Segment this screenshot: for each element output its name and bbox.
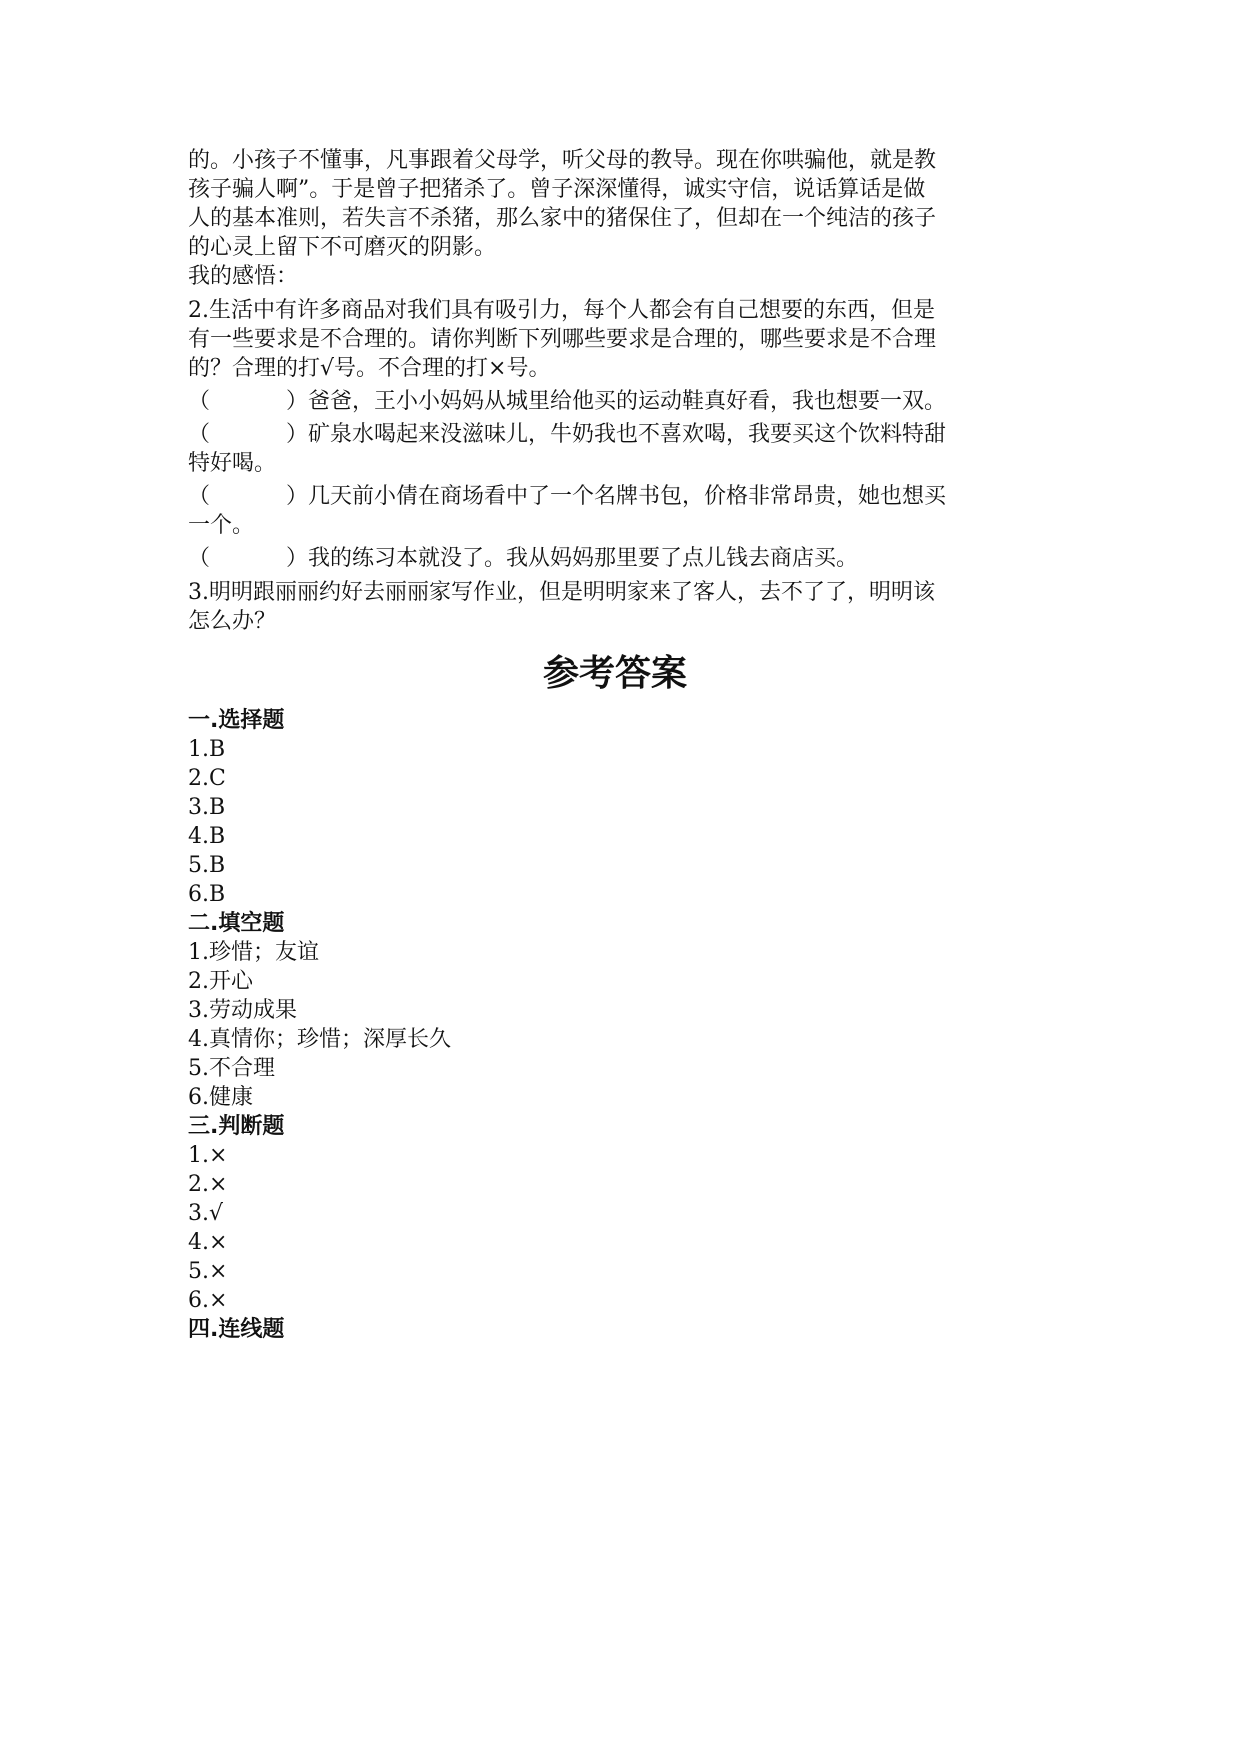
answer-item: 3.劳动成果	[188, 998, 297, 1023]
answer-item: 6.健康	[188, 1085, 253, 1110]
answer-item: 1.B	[188, 737, 226, 762]
paren-open: （	[188, 389, 211, 414]
q2-item-text: 爸爸，王小小妈妈从城里给他买的运动鞋真好看，我也想要一双。	[308, 389, 947, 414]
answers-section-judge	[188, 1112, 1042, 1315]
q2-item-text: 矿泉水喝起来没滋味儿，牛奶我也不喜欢喝，我要买这个饮料特甜	[308, 422, 947, 447]
q2-item-3	[188, 482, 1042, 540]
answers-section-match	[188, 1315, 1042, 1344]
section-heading: 一.选择题	[188, 708, 285, 733]
q2-item-text-cont: 一个。	[188, 513, 255, 538]
answer-item: 4.×	[188, 1230, 228, 1255]
story-paragraph	[188, 146, 1042, 262]
answer-item: 5.B	[188, 853, 226, 878]
answers-section-choice	[188, 706, 1042, 909]
answer-item: 1.×	[188, 1143, 228, 1168]
answer-item: 4.真情你；珍惜；深厚长久	[188, 1027, 451, 1052]
paren-open: （	[188, 484, 211, 509]
q2-item-1	[188, 387, 1042, 416]
story-line: 的。小孩子不懂事，凡事跟着父母学，听父母的教导。现在你哄骗他，就是教	[188, 148, 937, 173]
paren-close: ）	[286, 484, 309, 509]
answer-item: 1.珍惜；友谊	[188, 940, 319, 965]
paren-open: （	[188, 546, 211, 571]
q2-item-text: 我的练习本就没了。我从妈妈那里要了点儿钱去商店买。	[308, 546, 859, 571]
answer-item: 5.不合理	[188, 1056, 275, 1081]
q2-item-text: 几天前小倩在商场看中了一个名牌书包，价格非常昂贵，她也想买	[308, 484, 947, 509]
q2-line: 有一些要求是不合理的。请你判断下列哪些要求是合理的，哪些要求是不合理	[188, 327, 937, 352]
q2-item-text-cont: 特好喝。	[188, 451, 277, 476]
paren-close: ）	[286, 422, 309, 447]
answer-item: 3.√	[188, 1201, 224, 1226]
answer-item: 6.B	[188, 882, 226, 907]
feeling-label-text: 我的感悟：	[188, 264, 299, 289]
answer-item: 2.×	[188, 1172, 228, 1197]
story-line: 的心灵上留下不可磨灭的阴影。	[188, 235, 497, 260]
answer-item: 2.C	[188, 766, 226, 791]
story-line: 孩子骗人啊”。于是曾子把猪杀了。曾子深深懂得，诚实守信，说话算话是做	[188, 177, 926, 202]
answers-section-fill	[188, 909, 1042, 1112]
q2-line: 的？合理的打√号。不合理的打×号。	[188, 356, 551, 381]
question-3-prompt	[188, 578, 1042, 636]
document-page	[188, 146, 1042, 1344]
answer-item: 4.B	[188, 824, 226, 849]
paren-close: ）	[286, 389, 309, 414]
answer-item: 6.×	[188, 1288, 228, 1313]
section-heading: 四.连线题	[188, 1317, 285, 1342]
answer-item: 2.开心	[188, 969, 253, 994]
section-heading: 三.判断题	[188, 1114, 285, 1139]
answers-title: 参考答案	[542, 653, 687, 694]
section-heading: 二.填空题	[188, 911, 285, 936]
feeling-label	[188, 262, 1042, 291]
q3-line: 怎么办？	[188, 609, 277, 634]
q2-item-2	[188, 420, 1042, 478]
q2-line: 2.生活中有许多商品对我们具有吸引力，每个人都会有自己想要的东西，但是	[188, 298, 935, 323]
story-line: 人的基本准则，若失言不杀猪，那么家中的猪保住了，但却在一个纯洁的孩子	[188, 206, 937, 231]
q3-line: 3.明明跟丽丽约好去丽丽家写作业，但是明明家来了客人，去不了了，明明该	[188, 580, 935, 605]
question-2-prompt	[188, 296, 1042, 383]
q2-item-4	[188, 544, 1042, 573]
paren-close: ）	[286, 546, 309, 571]
paren-open: （	[188, 422, 211, 447]
answer-item: 5.×	[188, 1259, 228, 1284]
answer-item: 3.B	[188, 795, 226, 820]
